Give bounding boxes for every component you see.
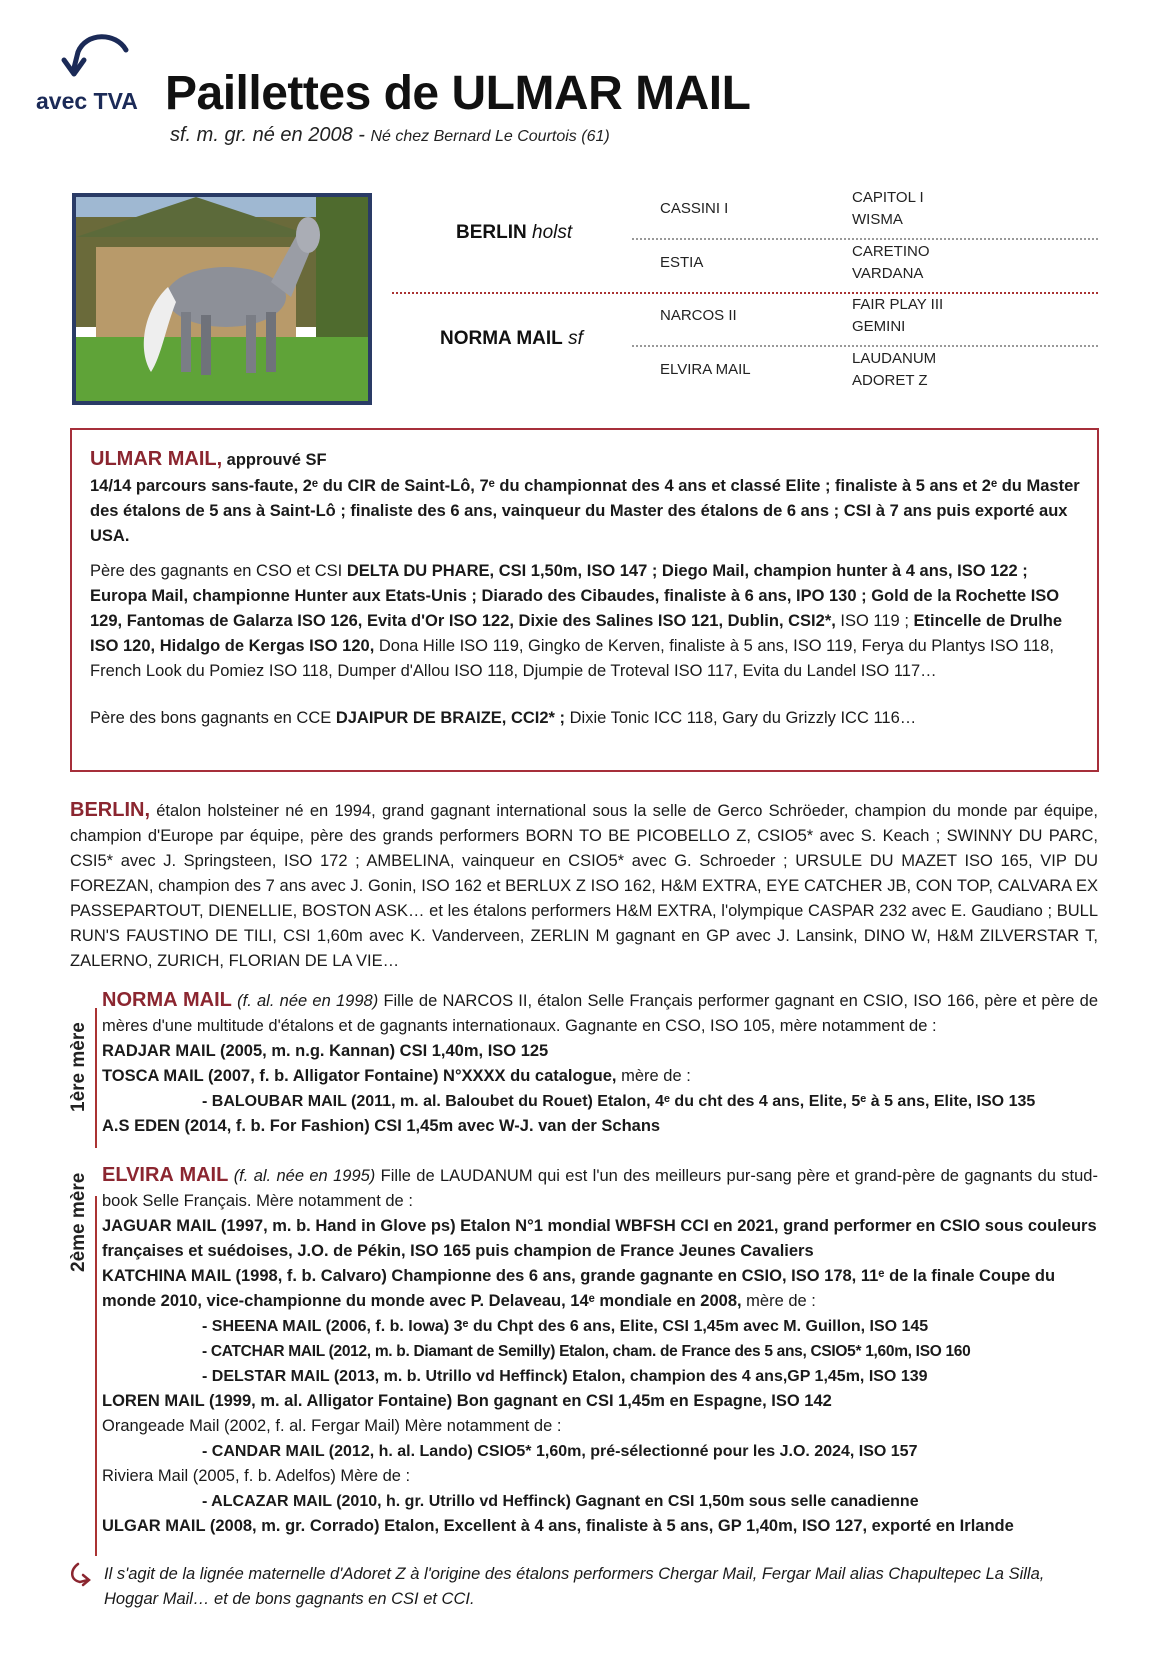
pedigree-main-divider bbox=[392, 292, 1098, 294]
pedigree-grandsire-paternal: CASSINI I bbox=[660, 200, 729, 217]
ulmar-section bbox=[90, 446, 1080, 731]
list-item: - DELSTAR MAIL (2013, m. b. Utrillo vd Heffinck) Etalon, champion des 4 ans,GP 1,45m, ISO 139 bbox=[202, 1368, 928, 1385]
curved-arrow-icon bbox=[68, 1562, 92, 1588]
second-dam-line bbox=[95, 1196, 97, 1556]
pedigree-sire: BERLIN holst bbox=[456, 222, 573, 243]
ulmar-cso: Père des gagnants en CSO et CSI DELTA DU PHARE, CSI 1,50m, ISO 147 ; Diego Mail, champion hunter à 4 ans, ISO 122 ; Europa Mail, championne Hunter aux Etats-Unis ; Diarado des Cibaudes, finaliste à 6 ans, IPO 130 ; Gold de la Rochette ISO 129, Fantomas de Galarza ISO 126, Evita d'Or ISO 122, Dixie des Salines ISO 121, Dublin, CSI2*, ISO 119 ; Etincelle de Drulhe ISO 120, Hidalgo de Kergas ISO 120, Dona Hille ISO 119, Gingko de Kerven, finaliste à 5 ans, ISO 119, Ferya du Plantys ISO 118, French Look du Pomiez ISO 118, Dumper d'Allou ISO 118, Djumpie de Troteval ISO 117, Evita du Landel ISO 117… bbox=[90, 562, 1063, 680]
pedigree-ggp-3: CARETINO bbox=[852, 243, 930, 260]
horse-illustration bbox=[76, 197, 368, 401]
list-item: ULGAR MAIL (2008, m. gr. Corrado) Etalon, Excellent à 4 ans, finaliste à 5 ans, GP 1,40m, ISO 127, exporté en Irlande bbox=[102, 1517, 1014, 1535]
horse-photo bbox=[72, 193, 372, 405]
subtitle-breeder: Né chez Bernard Le Courtois (61) bbox=[370, 128, 610, 145]
berlin-section: BERLIN, étalon holsteiner né en 1994, grand gagnant international sous la selle de Gerco Schröeder, champion du monde par équipe, champion d'Europe par équipe, père des grands performers BORN TO BE PICOBELLO Z, CSIO5* avec S. Keach ; SWINNY DU PARC, CSI5* avec J. Springsteen, ISO 172 ; AMBELINA, vainqueur en CSIO5* avec G. Schroeder ; URSULE DU MAZET ISO 165, VIP DU FOREZAN, champion des 7 ans avec J. Gonin, ISO 162 et BERLUX Z ISO 162, H&M EXTRA, EYE CATCHER JB, CON TOP, CALVARA EX PASSEPARTOUT, DIENELLIE, BOSTON ASK… et les étalons performers H&M EXTRA, l'olympique CASPAR 232 avec E. Gaudiano ; BULL RUN'S FAUSTINO DE TILI, CSI 1,60m avec K. Vanderveen, ZERLIN M gagnant en GP avec J. Lansink, DINO W, H&M ZILVERSTAR T, ZALERNO, ZURICH, FLORIAN DE LA VIE… bbox=[70, 799, 1098, 970]
pedigree-grandsire-maternal: NARCOS II bbox=[660, 307, 737, 324]
list-item: JAGUAR MAIL (1997, m. b. Hand in Glove ps) Etalon N°1 mondial WBFSH CCI en 2021, grand performer en CSIO sous couleurs françaises et suédoises, J.O. de Pékin, ISO 165 puis champion de France Jeunes Cavaliers bbox=[102, 1217, 1097, 1260]
list-item: A.S EDEN (2014, f. b. For Fashion) CSI 1,45m avec W-J. van der Schans bbox=[102, 1117, 661, 1135]
ulmar-cce: Père des bons gagnants en CCE DJAIPUR DE BRAIZE, CCI2* ; Dixie Tonic ICC 118, Gary du Grizzly ICC 116… bbox=[90, 709, 917, 727]
list-item: - SHEENA MAIL (2006, f. b. Iowa) 3ᵉ du Chpt des 6 ans, Elite, CSI 1,45m avec M. Guillon, ISO 145 bbox=[202, 1318, 929, 1335]
first-dam-label: 1ère mère bbox=[68, 1022, 89, 1112]
pedigree-dam: NORMA MAIL sf bbox=[440, 328, 583, 349]
curved-arrow-icon bbox=[56, 28, 136, 88]
second-dam-label: 2ème mère bbox=[68, 1172, 89, 1272]
page-title: Paillettes de ULMAR MAIL bbox=[165, 67, 751, 120]
list-item: KATCHINA MAIL (1998, f. b. Calvaro) Championne des 6 ans, grande gagnante en CSIO, ISO 178, 11ᵉ de la finale Coupe du monde 2010, vice-championne du monde avec P. Delaveau, 14ᵉ mondiale en 2008, mère de : bbox=[102, 1267, 1056, 1310]
tva-label: avec TVA bbox=[36, 88, 138, 114]
list-item: Orangeade Mail (2002, f. al. Fergar Mail) Mère notamment de : bbox=[102, 1417, 562, 1435]
list-item: TOSCA MAIL (2007, f. b. Alligator Fontaine) N°XXXX du catalogue, mère de : bbox=[102, 1067, 691, 1085]
pedigree-granddam-paternal: ESTIA bbox=[660, 254, 704, 271]
first-dam-section: NORMA MAIL (f. al. née en 1998) Fille de NARCOS II, étalon Selle Français performer gagnant en CSIO, ISO 166, père et père de mères d'une multitude d'étalons et de gagnants internationaux. Gagnante en CSO, ISO 105, mère notamment de : RADJAR MAIL (2005, m. n.g. Kannan) CSI 1,40m, ISO 125 TOSCA MAIL (2007, f. b. Alligator Fontaine) N°XXXX du catalogue, mère de : - BALOUBAR MAIL (2011, m. al. Baloubet du Rouet) Etalon, 4ᵉ du cht des 4 ans, Elite, 5ᵉ à 5 ans, Elite, ISO 135 A.S EDEN (2014, f. b. For Fashion) CSI 1,45m avec W-J. van der Schans bbox=[102, 988, 1098, 1139]
second-dam-section: ELVIRA MAIL (f. al. née en 1995) Fille de LAUDANUM qui est l'un des meilleurs pur-sang père et grand-père de gagnants du stud-book Selle Français. Mère notamment de : JAGUAR MAIL (1997, m. b. Hand in Glove ps) Etalon N°1 mondial WBFSH CCI en 2021, grand performer en CSIO sous couleurs françaises et suédoises, J.O. de Pékin, ISO 165 puis champion de France Jeunes Cavaliers KATCHINA MAIL (1998, f. b. Calvaro) Championne des 6 ans, grande gagnante en CSIO, ISO 178, 11ᵉ de la finale Coupe du monde 2010, vice-championne du monde avec P. Delaveau, 14ᵉ mondiale en 2008, mère de : - SHEENA MAIL (2006, f. b. Iowa) 3ᵉ du Chpt des 6 ans, Elite, CSI 1,45m avec M. Guillon, ISO 145 - CATCHAR MAIL (2012, m. b. Diamant de Semilly) Etalon, cham. de France des 5 ans, CSIO5* 1,60m, ISO 160 - DELSTAR MAIL (2013, m. b. Utrillo vd Heffinck) Etalon, champion des 4 ans,GP 1,45m, ISO 139 LOREN MAIL (1999, m. al. Alligator Fontaine) Bon gagnant en CSI 1,45m en Espagne, ISO 142 Orangeade Mail (2002, f. al. Fergar Mail) Mère notamment de : - CANDAR MAIL (2012, h. al. Lando) CSIO5* 1,60m, pré-sélectionné pour les J.O. 2024, ISO 157 Riviera Mail (2005, f. b. Adelfos) Mère de : - ALCAZAR MAIL (2010, h. gr. Utrillo vd Heffinck) Gagnant en CSI 1,50m sous selle canadienne ULGAR MAIL (2008, m. gr. Corrado) Etalon, Excellent à 4 ans, finaliste à 5 ans, GP 1,40m, ISO 127, exporté en Irlande bbox=[102, 1163, 1098, 1539]
footer-note: Il s'agit de la lignée maternelle d'Adoret Z à l'origine des étalons performers Chergar Mail, Fergar Mail alias Chapultepec La Silla, Hoggar Mail… et de bons gagnants en CSI et CCI. bbox=[104, 1565, 1045, 1608]
subtitle bbox=[170, 124, 610, 147]
pedigree-granddam-maternal: ELVIRA MAIL bbox=[660, 361, 751, 378]
first-dam-line bbox=[95, 1008, 97, 1148]
list-item: Riviera Mail (2005, f. b. Adelfos) Mère de : bbox=[102, 1467, 411, 1485]
pedigree-ggp-5: FAIR PLAY III bbox=[852, 296, 944, 313]
pedigree-ggp-4: VARDANA bbox=[852, 265, 924, 282]
pedigree-ggp-2: WISMA bbox=[852, 211, 903, 228]
subtitle-main: sf. m. gr. né en 2008 - bbox=[170, 124, 371, 146]
list-item: - CANDAR MAIL (2012, h. al. Lando) CSIO5* 1,60m, pré-sélectionné pour les J.O. 2024, ISO 157 bbox=[202, 1443, 918, 1460]
pedigree-divider bbox=[632, 238, 1098, 240]
list-item: - CATCHAR MAIL (2012, m. b. Diamant de Semilly) Etalon, cham. de France des 5 ans, CSIO5* 1,60m, ISO 160 bbox=[202, 1343, 971, 1360]
pedigree-ggp-1: CAPITOL I bbox=[852, 189, 924, 206]
pedigree-ggp-6: GEMINI bbox=[852, 318, 906, 335]
ulmar-heading: ULMAR MAIL, approuvé SF bbox=[90, 448, 327, 470]
list-item: LOREN MAIL (1999, m. al. Alligator Fontaine) Bon gagnant en CSI 1,45m en Espagne, ISO 142 bbox=[102, 1392, 832, 1410]
pedigree-ggp-8: ADORET Z bbox=[852, 372, 928, 389]
list-item: - BALOUBAR MAIL (2011, m. al. Baloubet du Rouet) Etalon, 4ᵉ du cht des 4 ans, Elite, 5ᵉ à 5 ans, Elite, ISO 135 bbox=[202, 1093, 1036, 1110]
pedigree-ggp-7: LAUDANUM bbox=[852, 350, 937, 367]
list-item: - ALCAZAR MAIL (2010, h. gr. Utrillo vd Heffinck) Gagnant en CSI 1,50m sous selle canadienne bbox=[202, 1493, 919, 1510]
pedigree-divider bbox=[632, 345, 1098, 347]
ulmar-career: 14/14 parcours sans-faute, 2ᵉ du CIR de Saint-Lô, 7ᵉ du championnat des 4 ans et classé Elite ; finaliste à 5 ans et 2ᵉ du Master des étalons de 5 ans à Saint-Lô ; finaliste des 6 ans, vainqueur du Master des étalons de 6 ans ; CSI à 7 ans puis exporté aux USA. bbox=[90, 477, 1080, 545]
list-item: RADJAR MAIL (2005, m. n.g. Kannan) CSI 1,40m, ISO 125 bbox=[102, 1042, 549, 1060]
